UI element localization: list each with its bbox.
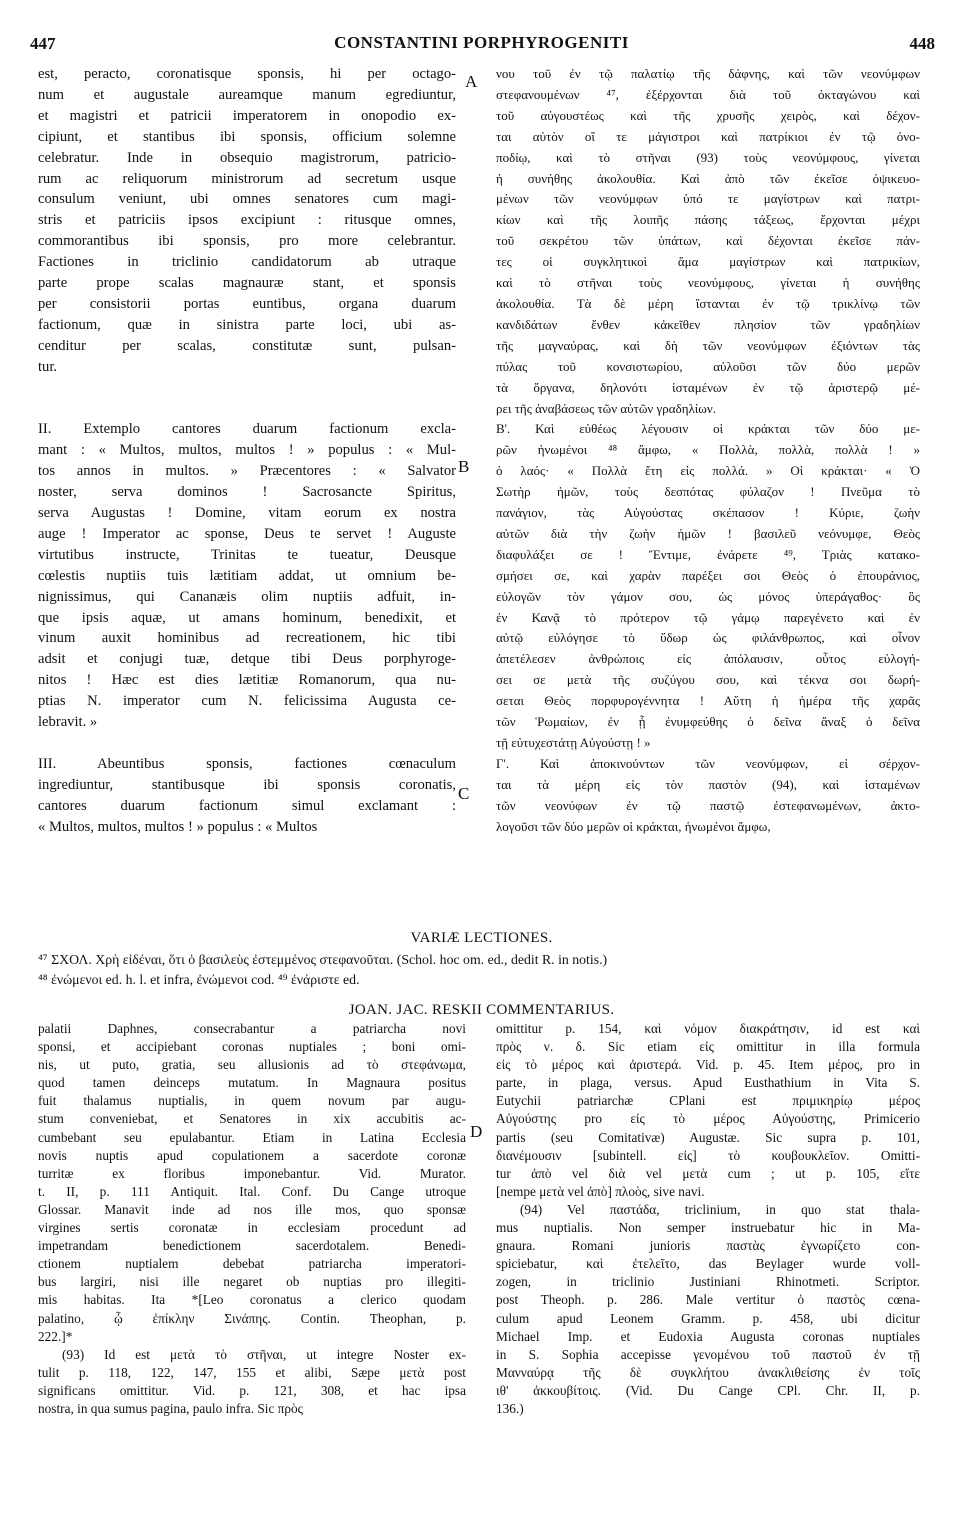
text-line: ἀκολουθία. Τὰ δὲ μέρη ἵστανται ἐν τῷ τρικλίνῳ τῶν [496,295,920,311]
variae-lectiones-title: VARIÆ LECTIONES. [410,930,553,946]
text-line: κίων καὶ τῆς λοιπῆς πάσης τάξεως, ἔρχονται μέχρι [496,212,920,228]
text-line: stum conveniebat, et Senatores in xix accubitis ac- [38,1111,466,1127]
text-line: consulum veniunt, ubi omnes senatores cum magi- [38,191,456,208]
text-line: tur. [38,358,58,375]
margin-marker-a: A [465,72,478,91]
text-line: Glossar. Manavit inde ad nos ille mos, quo sponsæ [38,1201,466,1217]
text-line: quod tamen deinceps mutatum. In Magnaura positus [38,1075,466,1091]
text-line: πανάγιον, τὰς Αὐγούστας σκέπασον ! Κύριε, ζωὴν [496,505,920,521]
text-line: cenditur per scalas, constitutæ sunt, pulsan- [38,337,456,354]
text-line: τῶν νεονύφων ἐν τῷ παστῷ ἐστεφανωμένων, ἀκτο- [496,797,920,813]
text-line: tur ἀπὸ vel διὰ vel μετὰ cum ; ut p. 105, εἴτε [496,1165,920,1181]
text-line: bus largiri, nisi ille negaret ob nuptias pro illegiti- [38,1274,466,1290]
page-number-right: 448 [909,34,935,53]
text-line: Σωτὴρ ἡμῶν, τοὺς δεσπότας φύλαζον ! Πνεῦμα τὸ [496,484,920,500]
text-line: Γ'. Καὶ ἀποκινούντων τῶν νεονύμφων, εἰ σέρχον- [496,755,920,771]
text-line: palatii Daphnes, consecrabantur a patriarcha novi [38,1021,466,1036]
text-line [38,378,456,399]
text-line: τῶν Ῥωμαίων, ἐν ᾗ ἐνυμφεύθης ὁ δεῖνα ἄναξ ὁ δεῖνα [496,714,920,730]
text-line: ται τὰ μέρη εἰς τὸν παστὸν (94), καὶ ἱσταμένων [496,776,920,792]
text-line: mant : « Multos, multos, multos ! » populus : « Mul- [38,442,456,459]
text-line: Αὐγούστης pro εἰς τὸ μέρος Αὐγούστης, Primicerio [496,1111,920,1127]
text-line: [nempe μετὰ vel ἀπὸ] πλοὸς, sive navi. [496,1183,705,1199]
text-line: τῇ εὐτυχεστάτῃ Αὐγούστῃ ! » [496,735,651,750]
text-line: nis, ut puto, gratia, seu allusionis ad τὸ στεφάνωμα, [38,1057,466,1073]
text-line: τες οἱ συγκλητικοὶ ἅμα μαγίστρων καὶ πατρικίων, [496,254,920,270]
text-line: stris et patriciis ipsos excipiunt : ritusque omnes, [38,212,456,229]
text-line: ρῶν ἡνωμένοι ⁴⁸ ἄμφω, « Πολλὰ, πολλὰ, πολλὰ ! » [496,442,920,458]
variae-lectiones-notes [38,950,918,990]
text-line: (94) Vel παστάδα, triclinium, in quo stat thala- [520,1201,920,1217]
text-line: ⁴⁸ ἐνώμενοι ed. h. l. et infra, ἐνώμενοι cod. ⁴⁹ ἐνάριστε ed. [38,972,360,987]
text-line: noster, serva dominos ! Sacrosancte Spiritus, [38,484,456,501]
text-line: Β'. Καὶ εὐθέως λέγουσιν οἱ κράκται τῶν δύο με- [496,421,920,437]
text-line: σεται Θεὸς πορφυρογέννητα ! Αὕτη ἡ ἡμέρα τῆς χαρᾶς [496,693,920,709]
text-line: post Theoph. p. 286. Male vertitur ὁ παστὸς cœna- [496,1292,920,1308]
text-line: ἀπετέλεσεν ἀνθρώποις εἰς ἀπόλαυσιν, οὗτος εὐλογή- [496,651,920,667]
text-line: sponsi, et accipiebant coronas nuptiales ; boni omi- [38,1039,466,1055]
text-line: omittitur p. 154, καὶ νόμον διακράτησιν, id est καὶ [496,1021,920,1036]
page-number-left: 447 [30,34,56,53]
margin-marker-b: B [458,457,470,476]
text-line: nostra, in qua sumus pagina, paulo infra. Sic πρὸς [38,1400,303,1416]
text-line: ται αὐτὸν οἵ τε μάγιστροι καὶ πατρίκιοι ἐν τῷ ὀνο- [496,128,920,144]
text-line: virtutibus instructe, Trinitas te tueatur, Deusque [38,546,456,563]
text-line: κανδιδάτων ἔνθεν κἀκεῖθεν πλησίον τῶν γραδηλίων [496,316,920,332]
text-line: lebravit. » [38,714,98,731]
text-line: novis nuptis apud copulationem a sacerdote coronæ [38,1147,466,1163]
margin-marker-c: C [458,784,470,803]
text-line: 136.) [496,1400,524,1416]
greek-text-column [496,64,920,838]
text-line: πύλας τοῦ κονσιστωρίου, αὐλοῦσι τῶν δύο μερῶν [496,358,920,374]
latin-text-column [38,64,456,838]
text-line: nitos ! Hæc est dies lætitiæ Romanorum, qua nu- [38,672,456,689]
text-line: turritæ ex floribus imponebantur. Vid. Murator. [38,1165,466,1181]
text-line: νου τοῦ ἐν τῷ παλατίῳ τῆς δάφνης, καὶ τῶν νεονύμφων [496,66,920,81]
text-line: ποδίῳ, καὶ τὸ στῆναι (93) τοὺς νεονύμφους, γίνεται [496,149,920,165]
text-line: partis (seu Comitativæ) Augustæ. Sic supra p. 101, [496,1129,920,1145]
text-line: ingrediuntur, stantibusque ibi sponsis coronatis, [38,776,456,793]
text-line: significans omittitur. Vid. p. 121, 308, et hac ipsa [38,1382,466,1398]
text-line: III. Abeuntibus sponsis, factiones cœnaculum [38,755,456,772]
text-line: τὰ ὄργανα, δηλονότι ἱσταμένων ἐν τῷ ἀριστερῷ μέ- [496,379,920,395]
text-line: τοῦ αὐγουστέως καὶ τῆς χρυσῆς χειρὸς, καὶ δέχον- [496,107,920,123]
text-line: serva Augustas ! Domine, vitam eorum ex nostra [38,505,456,522]
text-line: ptias N. imperator cum N. felicissima Augusta ce- [38,693,456,710]
text-line: est, peracto, coronatisque sponsis, hi per octago- [38,66,456,82]
text-line: στεφανουμένων ⁴⁷, ἐξέρχονται διὰ τοῦ ὀκταγώνου καὶ [496,86,920,102]
text-line: ιθ' ἀκκουβίτοις. (Vid. Du Cange CPl. Chr. II, p. [496,1382,920,1398]
text-line: ρει τῆς ἀναβάσεως τῶν αὐτῶν γραδηλίων. [496,400,716,416]
text-line: Factiones in triclinio candidatorum ab utraque [38,254,456,271]
text-line: tulit p. 118, 122, 147, 155 et alibi, Sæpe μετὰ post [38,1364,466,1380]
commentary-right-column [496,1020,920,1418]
text-line [38,399,456,420]
commentarius-title: JOAN. JAC. RESKII COMMENTARIUS. [348,1002,615,1018]
text-line: vinum auxit hominibus ad recreationem, hic tibi [38,630,456,647]
text-line: εὐλογῶν τὸν γάμον σου, ὡς μόνος ὑπεράγαθος· ὃς [496,588,920,604]
text-line: parte, in plaga, versus. Apud Eusthathium in Vita S. [496,1075,920,1091]
text-line: impetrandam benedictionem sacerdotalem. Benedi- [38,1238,466,1254]
text-line: virgines sertis coronatæ in ecclesiam procedunt ad [38,1220,466,1236]
text-line: mus nuptialis. Non semper instruebatur hic in Ma- [496,1220,920,1236]
text-line: gnaura. Romani junioris παστὰς ἐγνωρίζετο con- [496,1238,920,1254]
text-line: et magistri et patricii imperatorem in onopodio ex- [38,107,456,124]
text-line: τῆς μαγναύρας, καὶ δὴ τῶν νεονύμφων ἐξιόντων τὰς [496,337,920,353]
text-line: fuit thalamus nuptialis, in quem novum par augu- [38,1093,466,1109]
text-line: « Multos, multos, multos ! » populus : « Multos [38,818,318,835]
text-line: Μανναύρᾳ τῆς δὲ συγκλήτου ἀνακλιθείσης ἐν τοῖς [496,1364,920,1380]
text-line: commorantibus ibi sponsis, pro more celebrantur. [38,233,456,250]
text-line: spiciebatur, καὶ ἐτελεῖτο, das Beylager wurde voll- [496,1256,920,1272]
text-line: parte prope scalas magnauræ stant, et sponsis [38,275,456,292]
text-line: per consistorii portas euntibus, organa duarum [38,295,456,312]
running-title: CONSTANTINI PORPHYROGENITI [334,33,629,52]
text-line: t. II, p. 111 Antiquit. Ital. Conf. Du Cange utroque [38,1183,466,1199]
text-line: zogen, in triclinio Justiniani Rhinotmeti. Scriptor. [496,1274,920,1290]
text-line: ctionem nuptialem debebat patriarcha imperatori- [38,1256,466,1272]
text-line: (93) Id est μετὰ τὸ στῆναι, ut integre Noster ex- [62,1346,466,1362]
commentary-left-column [38,1020,466,1418]
text-line: nignissimus, qui Cananæis olim nuptiis adfuit, in- [38,588,456,605]
text-line: αὐτῶν διὰ τὴν ζωὴν ἡμῶν ! βασιλεῦ νεόνυμφε, Θεὸς [496,525,920,541]
text-line: cœlestis nuptiis tuis lætitiam addat, ut omnium be- [38,567,456,584]
text-line: αὐτῷ εὐλόγησε τὸ ὕδωρ ὡς φιλάνθρωπος, καὶ οἶνον [496,630,920,646]
text-line: tos annos in multos. » Præcentores : « Salvator [38,463,456,480]
text-line: διαφυλάξει σε ! Ἔντιμε, ἐνάρετε ⁴⁹, Τριὰς κατακο- [496,546,920,562]
text-line: num et augustale aureamque manum egrediuntur, [38,86,456,103]
text-line: μένων τῶν νεονύμφων ὑπό τε μαγίστρων καὶ πατρι- [496,191,920,207]
text-line: cumbebant seu epulabantur. Etiam in Latina Ecclesia [38,1129,466,1145]
text-line [38,733,456,754]
text-line: διανέμουσιν [subintell. εἰς] τὸ κουβουκλεῖον. Omitti- [496,1147,920,1163]
text-line: que ipsis aquæ, ut amans hominum, benedixit, et [38,609,456,626]
text-line: τοῦ σεκρέτου τῶν ὑπάτων, καὶ δέχονται ἐκεῖσε πάν- [496,233,920,249]
text-line: σει σε μετὰ τῆς συζύγου σου, καὶ τέκνα σοι δωρή- [496,672,920,688]
text-line: ἐν Κανᾷ τὸ πρότερον τῷ γάμῳ παρεγένετο καὶ ἐν [496,609,920,625]
text-line: in S. Sophia accepisse γενομένου τοῦ παστοῦ ἐν τῇ [496,1346,920,1362]
text-line: factionum, quæ in sinistra parte loci, ubi as- [38,316,456,333]
text-line: ὁ λαός· « Πολλὰ ἔτη εἰς πολλά. » Οἱ κράκται· « Ὁ [496,463,920,479]
text-line: culum apud Leonem Gramm. p. 458, ubi dicitur [496,1310,920,1326]
text-line: auge ! Imperator ac sponse, Deus te servet ! Auguste [38,525,456,542]
text-line: ἡ συνήθης ἀκολουθία. Καὶ ἀπὸ τῶν ἐκεῖσε ὀψικευο- [496,170,920,186]
text-line: σμήσει σε, καὶ χαρὰν παρέξει σοι Θεὸς ὁ ἐπουράνιος, [496,567,920,583]
text-line: λογοῦσι τῶν δύο μερῶν οἱ κράκται, ἡνωμένοι ἄμφω, [496,818,771,834]
text-line: Eutychii patriarchæ CPlani est πριμικηρίῳ μέρος [496,1093,920,1109]
text-line: palatino, ᾧ ἐπίκλην Σινάπης. Contin. Theophan, p. [38,1310,466,1326]
margin-marker-d: D [470,1122,483,1141]
text-line: rum ac reliquorum ministrorum ad secretum usque [38,170,456,187]
text-line: Michael Imp. et Eudoxia Augusta coronas nuptiales [496,1328,920,1344]
text-line: II. Extemplo cantores duarum factionum excla- [38,421,456,438]
text-line: adsit et conjugi tuæ, detque tibi Deus porphyroge- [38,651,456,668]
text-line: 222.]* [38,1328,73,1344]
text-line: ⁴⁷ ΣΧΟΛ. Χρὴ εἰδέναι, ὅτι ὁ βασιλεὺς ἐστεμμένος στεφανοῦται. (Schol. hoc om. ed., dedit R. in notis.) [38,952,608,967]
text-line: cipiunt, et stantibus ibi sponsis, officium solemne [38,128,456,145]
text-line: mis habitas. Ita *[Leo coronatus a clerico quodam [38,1292,466,1308]
text-line: εἰς τὸ μέρος καὶ ἀριστερά. Vid. p. 45. Item μέρος, pro in [496,1057,920,1073]
text-line: πρὸς ν. δ. Sic etiam εἰς omittitur in illa formula [496,1039,920,1055]
text-line: cantores duarum factionum simul exclamant : [38,797,456,814]
text-line: καὶ τὸ στῆναι τοὺς νεονύμφους, γίνεται ἡ συνήθης [496,275,920,291]
text-line: celebratur. Inde in obsequio magistrorum, patricio- [38,149,456,166]
